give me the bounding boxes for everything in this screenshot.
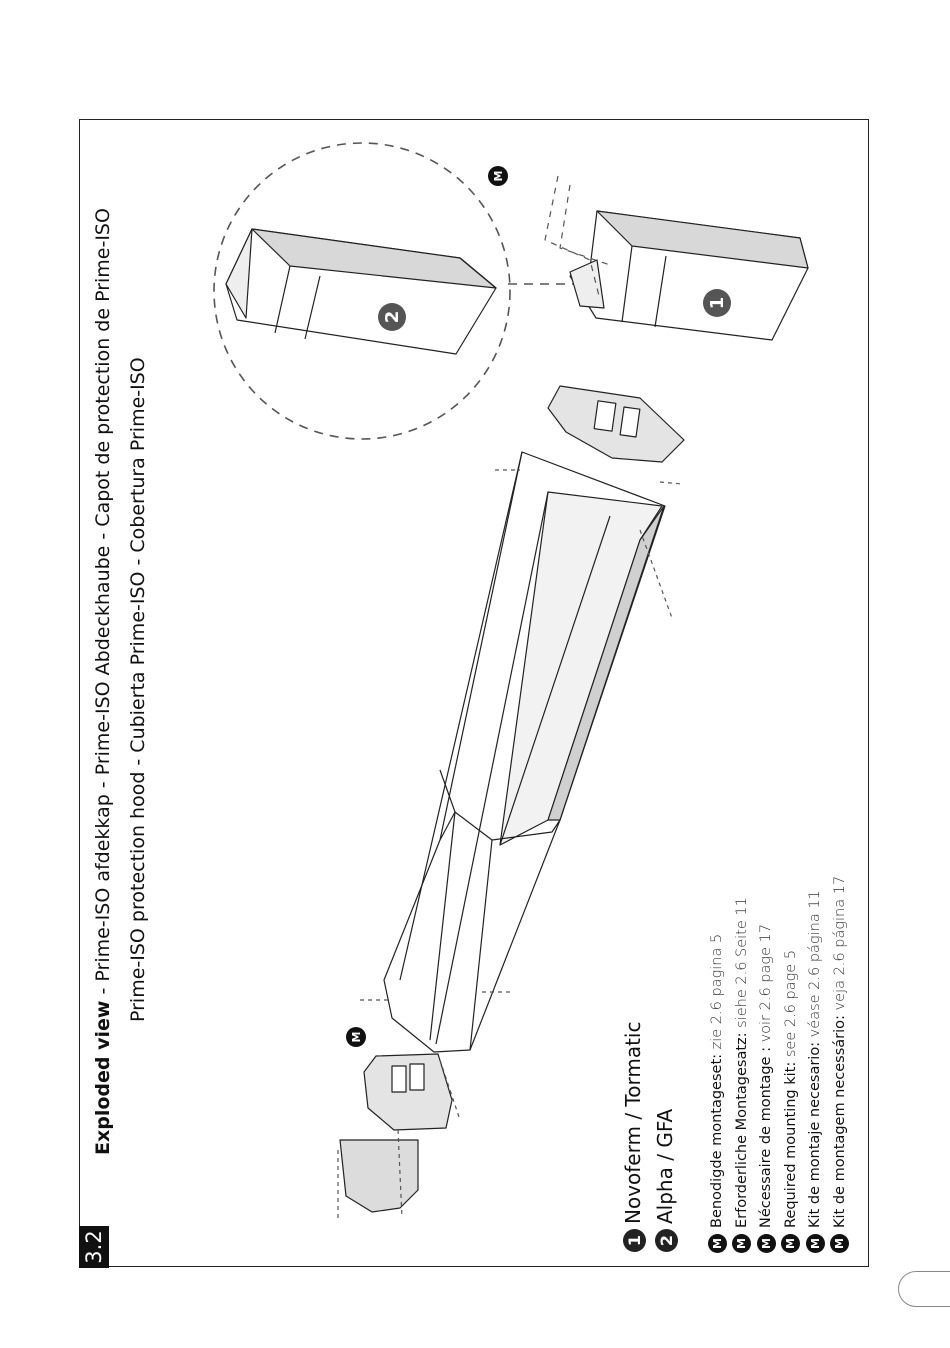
page-edge-tab bbox=[898, 1271, 950, 1307]
model-number-badge: 2 bbox=[655, 1229, 678, 1252]
kit-label: Nécessaire de montage : bbox=[758, 1047, 774, 1228]
kit-reference: zie 2.6 pagina 5 bbox=[709, 933, 725, 1054]
mounting-kit-icon: M bbox=[806, 1234, 825, 1253]
bottom-cover-plate bbox=[340, 1140, 418, 1212]
mounting-kit-icon: M bbox=[830, 1234, 849, 1253]
mounting-kit-icon: M bbox=[708, 1234, 727, 1253]
mounting-callout-top bbox=[488, 166, 508, 186]
kit-reference: véase 2.6 página 11 bbox=[807, 890, 823, 1042]
kit-label: Erforderliche Montagesatz: bbox=[733, 1032, 750, 1228]
mounting-callout-label: M bbox=[492, 170, 505, 182]
model-label: Novoferm / Tormatic bbox=[621, 1021, 645, 1224]
callout-1-label: 1 bbox=[707, 296, 728, 310]
model-label: Alpha / GFA bbox=[653, 1108, 677, 1224]
kit-label: Kit de montagem necessário: bbox=[831, 1015, 848, 1228]
section-number: 3.2 bbox=[82, 1230, 106, 1264]
kit-label: Kit de montaje necesario: bbox=[807, 1041, 823, 1228]
model-number-badge: 1 bbox=[623, 1229, 646, 1252]
kit-label: Required mounting kit: bbox=[782, 1061, 799, 1228]
end-plate-top bbox=[548, 386, 684, 462]
kit-reference: veja 2.6 página 17 bbox=[831, 875, 848, 1016]
main-cover-profile bbox=[384, 452, 665, 1052]
title-bold: Exploded view bbox=[92, 1000, 114, 1155]
callout-2 bbox=[378, 303, 406, 331]
kit-label: Benodigde montageset: bbox=[709, 1053, 725, 1228]
mounting-callout-label: M bbox=[350, 1031, 363, 1043]
end-plate-bottom bbox=[364, 1054, 452, 1130]
kit-reference: voir 2.6 page 17 bbox=[758, 923, 774, 1048]
title-rest: - Prime-ISO afdekkap - Prime-ISO Abdeckhaube - Capot de protection de Prime-ISO bbox=[92, 208, 114, 1001]
mounting-callout-bottom bbox=[346, 1027, 366, 1047]
mounting-kit-icon: M bbox=[757, 1234, 776, 1253]
mounting-kit-icon: M bbox=[781, 1234, 800, 1253]
kit-reference: see 2.6 page 5 bbox=[782, 949, 799, 1062]
callout-2-label: 2 bbox=[382, 310, 403, 324]
hood-novoferm-tormatic bbox=[570, 211, 808, 340]
mounting-kit-icon: M bbox=[732, 1234, 751, 1253]
title-line-2: Prime-ISO protection hood - Cubierta Prime-ISO - Cobertura Prime-ISO bbox=[127, 357, 149, 1022]
callout-1 bbox=[703, 289, 731, 317]
hood-alpha-gfa bbox=[226, 229, 496, 354]
kit-reference: siehe 2.6 Seite 11 bbox=[733, 897, 750, 1033]
